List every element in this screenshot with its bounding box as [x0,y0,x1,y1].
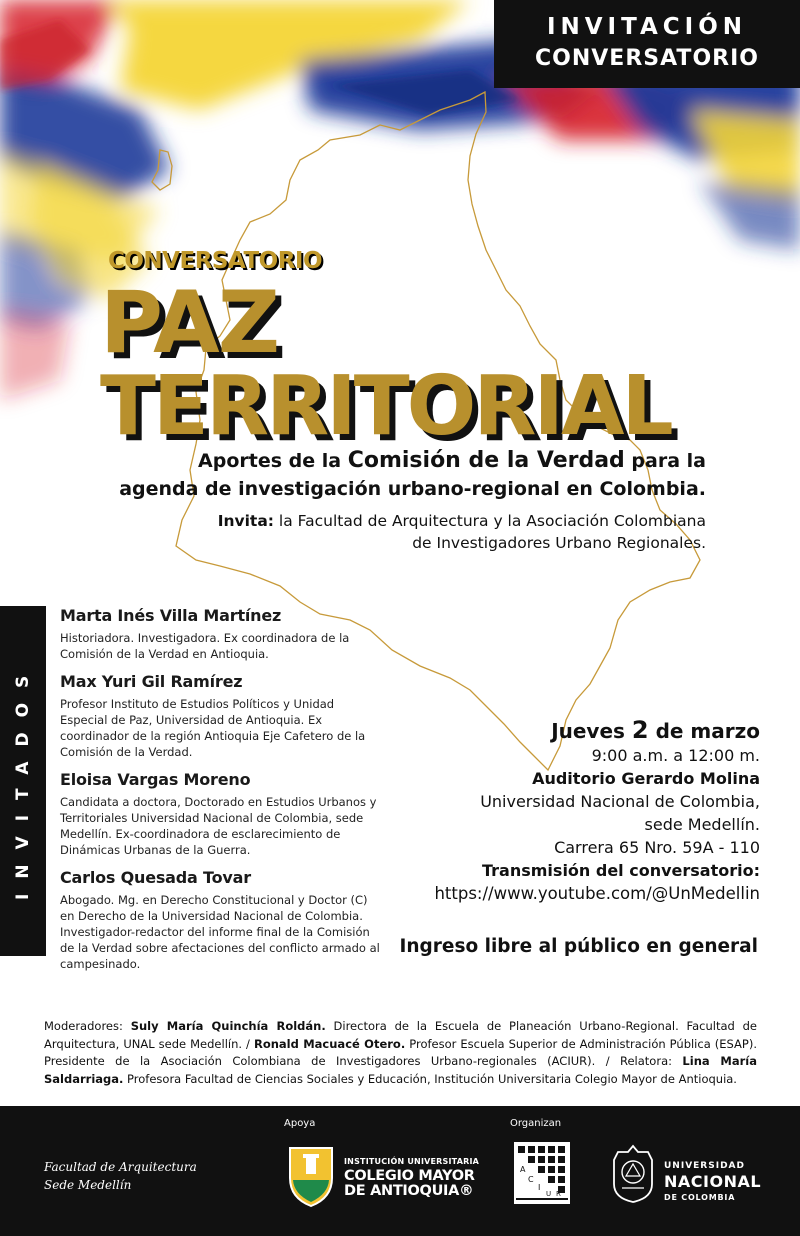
invitation-badge [494,0,800,88]
event-institution2: sede Medellín. [644,815,760,834]
hero-title-line2: TERRITORIAL [100,359,671,454]
subtitle-highlight: Comisión de la Verdad [347,448,625,473]
guest-desc-line: Comisión de la Verdad. [60,745,193,759]
event-institution1: Universidad Nacional de Colombia, [480,792,760,811]
unal-line3: DE COLOMBIA [664,1193,736,1202]
faculty-label [44,1158,197,1194]
stream-url-link[interactable]: https://www.youtube.com/@UnMedellin [434,884,760,903]
guest-desc-line: de la Verdad sobre afectaciones del conflicto armado al [60,941,380,955]
guest-desc-line: Medellín. Ex-coordinadora de esclarecimiento de [60,827,341,841]
guest-desc-line: Territoriales Universidad Nacional de Colombia, sede [60,811,364,825]
guest-item [60,606,380,662]
colegio-mayor-shield-logo [286,1144,336,1208]
badge-line2: CONVERSATORIO [535,46,759,71]
guest-desc-line: Historiadora. Investigadora. Ex coordinadora de la [60,631,350,645]
organizers-label: Organizan [510,1118,562,1129]
rapporteur-desc: Profesora Facultad de Ciencias Sociales y Educación, Institución Universitaria Colegio Mayor de Antioquia. [123,1071,737,1086]
guests-list [60,606,380,982]
faculty-line1: Facultad de Arquitectura [44,1160,197,1174]
sidebar-label: INVITADOS [13,660,33,900]
colegio-line2: COLEGIO MAYOR [344,1168,475,1184]
guest-desc-line: Profesor Instituto de Estudios Políticos y Unidad [60,697,335,711]
guest-desc-line: Abogado. Mg. en Derecho Constitucional y Doctor (C) [60,893,368,907]
subtitle-line2: agenda de investigación urbano-regional en Colombia. [119,478,706,500]
invite-text2: de Investigadores Urbano Regionales. [412,534,706,552]
aciur-logo [514,1142,570,1204]
unal-line1: UNIVERSIDAD [664,1161,745,1171]
subtitle-post: para la [624,450,706,472]
hero-title-line1: PAZ [100,273,279,373]
hero-kicker: CONVERSATORIO [108,248,323,274]
colegio-line1: INSTITUCIÓN UNIVERSITARIA [344,1157,480,1166]
guest-desc-line: Investigador-redactor del informe final de la Comisión [60,925,370,939]
guest-item [60,672,380,760]
unal-seal-logo [608,1144,658,1204]
invite-label: Invita: [217,512,274,530]
event-time: 9:00 a.m. a 12:00 m. [591,746,760,765]
svg-text:C: C [528,1175,534,1184]
guest-desc-line: coordinador de la región Antioquia Eje Cafetero de la [60,729,366,743]
unal-logo-text [664,1158,761,1206]
rapporteur-name: Lina María Saldarriaga. [44,1054,757,1086]
event-address: Carrera 65 Nro. 59A - 110 [554,838,760,857]
guest-item [60,868,380,972]
subtitle-pre: Aportes de la [198,450,348,472]
moderator-desc: Directora de la Escuela de Planeación Urbano-Regional. Facultad de Arquitectura, UNAL sede Medellín. / [44,1019,757,1051]
guest-name: Marta Inés Villa Martínez [60,606,282,625]
event-details [434,716,760,905]
guest-desc-line: campesinado. [60,957,141,971]
guest-desc-line: en Derecho de la Universidad Nacional de Colombia. [60,909,363,923]
guest-name: Max Yuri Gil Ramírez [60,672,243,691]
event-date [434,716,760,744]
guest-desc-line: Especial de Paz, Universidad de Antioquia. Ex [60,713,323,727]
invite-text1: la Facultad de Arquitectura y la Asociación Colombiana [274,512,706,530]
stream-label: Transmisión del conversatorio: [482,861,760,880]
badge-line1: INVITACIÓN [546,14,748,40]
svg-text:U: U [546,1190,552,1198]
guest-desc [60,630,380,662]
colegio-mayor-logo-text [344,1154,479,1199]
svg-text:A: A [520,1165,526,1174]
subtitle-line1 [198,448,706,473]
guest-name: Carlos Quesada Tovar [60,868,251,887]
faculty-line2: Sede Medellín [44,1178,132,1192]
guest-desc-line: Dinámicas Urbanas de la Guerra. [60,843,251,857]
colegio-line3: DE ANTIOQUIA® [344,1183,474,1199]
footer-bar [0,1106,800,1236]
unal-line2: NACIONAL [664,1172,762,1191]
guest-desc [60,794,380,858]
guest-name: Eloisa Vargas Moreno [60,770,251,789]
guests-sidebar [0,606,46,956]
svg-text:R: R [556,1190,561,1198]
event-day: Jueves [551,719,632,743]
moderator-name: Ronald Macuacé Otero. [253,1036,406,1051]
free-entry-note: Ingreso libre al público en general [399,936,758,957]
guest-item [60,770,380,858]
invite-text [218,510,706,554]
guest-desc [60,696,380,760]
moderators-label: Moderadores: [44,1019,131,1033]
moderators-paragraph [44,1018,757,1088]
event-day-number: 2 [631,716,649,744]
guest-desc-line: Candidata a doctora, Doctorado en Estudios Urbanos y [60,795,377,809]
event-month: de marzo [648,719,760,743]
guest-desc [60,892,380,972]
guest-desc-line: Comisión de la Verdad en Antioquia. [60,647,269,661]
supports-label: Apoya [284,1118,316,1129]
event-venue: Auditorio Gerardo Molina [532,769,760,788]
svg-text:I: I [538,1183,541,1192]
moderator-desc: Profesor Escuela Superior de Administración Pública (ESAP). Presidente de la Asociación Colombiana de Investigadores Urbano-regionales (ACIUR). / Relatora: [44,1036,757,1068]
moderator-name: Suly María Quinchía Roldán. [130,1019,326,1033]
